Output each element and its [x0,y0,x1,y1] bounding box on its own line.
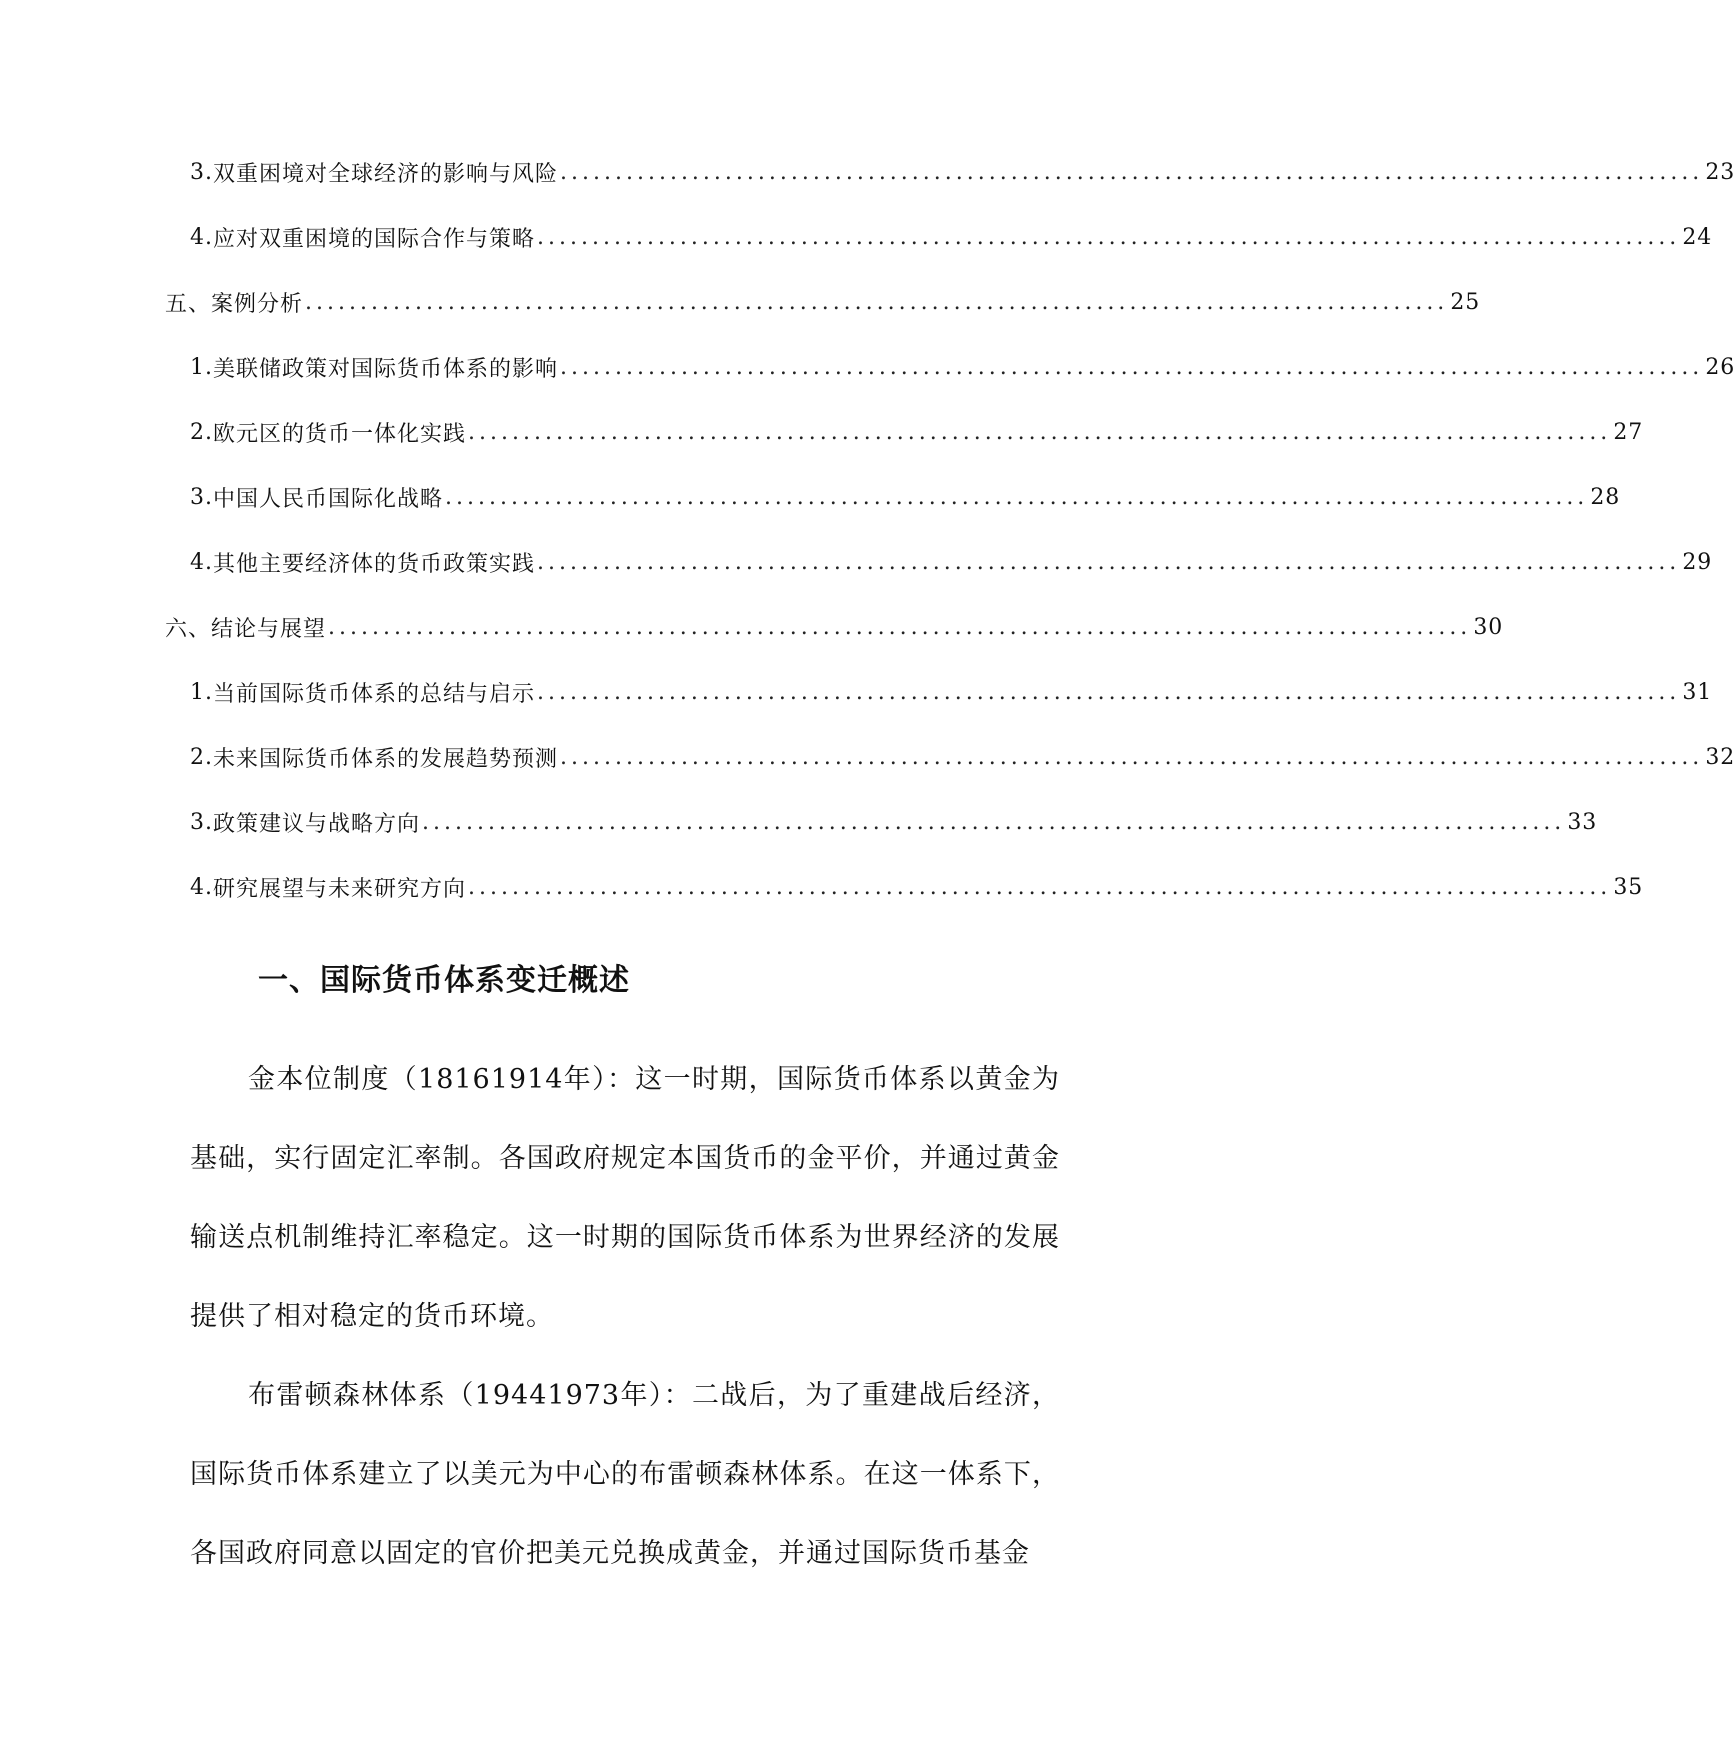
toc-number: 4. [190,225,213,250]
toc-leader-dots: ........................................................................................................ [537,680,1681,705]
toc-leader-dots: ........................................................................................................ [468,875,1612,900]
toc-entry[interactable] [0,855,1644,920]
toc-page-number: 25 [1450,290,1481,315]
toc-leader-dots: ........................................................................................................ [422,810,1566,835]
toc-page-number: 24 [1682,225,1713,250]
toc-entry[interactable] [0,205,1713,270]
toc-leader-dots: ........................................................................................................ [468,420,1612,445]
toc-page-number: 31 [1682,680,1713,705]
toc-title: 应对双重困境的国际合作与策略 [213,227,536,252]
toc-page-number: 32 [1705,745,1735,770]
toc-entry[interactable] [0,465,1621,530]
toc-number: 3. [190,160,213,185]
toc-entry[interactable] [0,530,1713,595]
toc-page-number: 23 [1705,160,1735,185]
toc-title: 其他主要经济体的货币政策实践 [213,552,536,577]
toc-leader-dots: ........................................................................................................ [537,550,1681,575]
toc-number: 1. [190,355,213,380]
section-body [190,1040,1060,1593]
toc-page-number: 27 [1613,420,1644,445]
toc-number: 3. [190,485,213,510]
toc-entry[interactable] [0,400,1644,465]
toc-entry[interactable] [0,660,1713,725]
toc-title: 当前国际货币体系的总结与启示 [213,682,536,707]
toc-page-number: 26 [1705,355,1735,380]
toc-title: 未来国际货币体系的发展趋势预测 [213,747,559,772]
body-paragraph: 布雷顿森林体系（19441973年）：二战后，为了重建战后经济，国际货币体系建立了以美元为中心的布雷顿森林体系。在这一体系下，各国政府同意以固定的官价把美元兑换成黄金，并通过国际货币基金 [190,1380,1060,1569]
toc-number: 3. [190,810,213,835]
toc-title: 欧元区的货币一体化实践 [213,422,467,447]
toc-page-number: 35 [1613,875,1644,900]
toc-number: 1. [190,680,213,705]
toc-entry[interactable] [0,595,1504,660]
toc-page-number: 33 [1567,810,1598,835]
toc-leader-dots: ........................................................................................................ [445,485,1589,510]
toc-entry[interactable] [0,725,1735,790]
toc-number: 2. [190,745,213,770]
toc-leader-dots: ........................................................................................................ [560,355,1704,380]
toc-title: 研究展望与未来研究方向 [213,877,467,902]
toc-leader-dots: ........................................................................................................ [305,290,1449,315]
toc-leader-dots: ........................................................................................................ [328,615,1472,640]
toc-entry[interactable] [0,270,1481,335]
toc-title: 五、案例分析 [165,292,304,317]
toc-title: 美联储政策对国际货币体系的影响 [213,357,559,382]
toc-entry[interactable] [0,790,1598,855]
toc-title: 六、结论与展望 [165,617,327,642]
toc-page-number: 30 [1473,615,1504,640]
toc-title: 中国人民币国际化战略 [213,487,444,512]
toc-title: 双重困境对全球经济的影响与风险 [213,162,559,187]
toc-entry[interactable] [0,140,1735,205]
toc-title: 政策建议与战略方向 [213,812,421,837]
section-heading: 一、国际货币体系变迁概述 [258,963,630,998]
table-of-contents [0,140,1735,920]
toc-leader-dots: ........................................................................................................ [560,745,1704,770]
toc-number: 4. [190,875,213,900]
toc-page-number: 29 [1682,550,1713,575]
body-paragraph: 金本位制度（18161914年）：这一时期，国际货币体系以黄金为基础，实行固定汇率制。各国政府规定本国货币的金平价，并通过黄金输送点机制维持汇率稳定。这一时期的国际货币体系为世界经济的发展提供了相对稳定的货币环境。 [190,1064,1060,1332]
toc-number: 4. [190,550,213,575]
toc-leader-dots: ........................................................................................................ [560,160,1704,185]
toc-entry[interactable] [0,335,1735,400]
toc-leader-dots: ........................................................................................................ [537,225,1681,250]
toc-page-number: 28 [1590,485,1621,510]
toc-number: 2. [190,420,213,445]
